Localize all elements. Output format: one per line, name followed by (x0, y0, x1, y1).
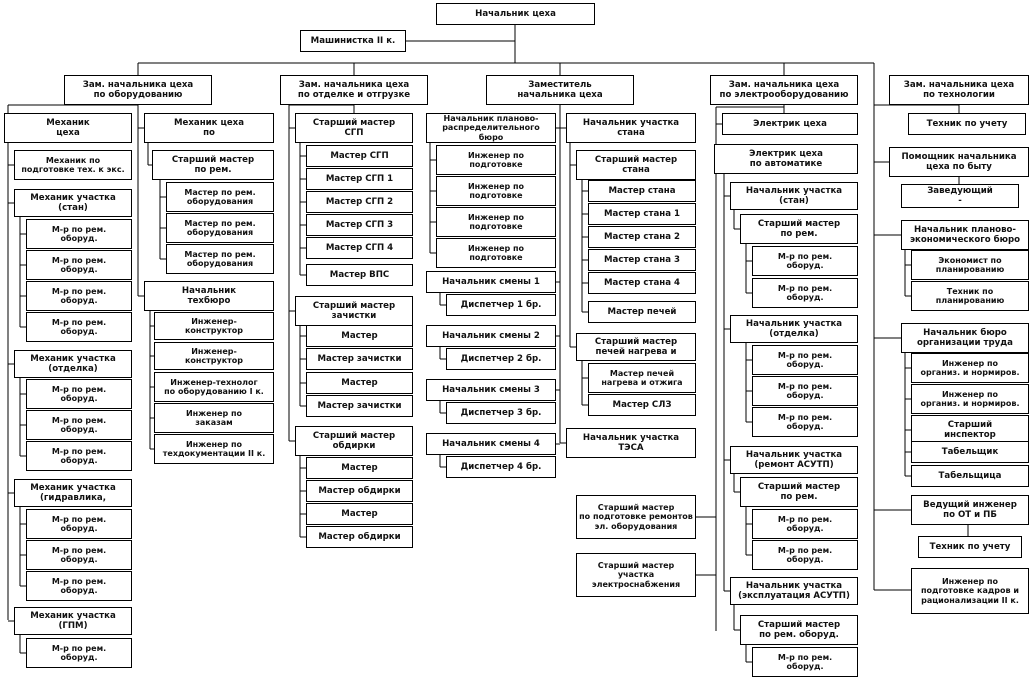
top-box: Начальник цеха (436, 3, 595, 25)
rem-9: М-р по рем. оборуд. (26, 540, 132, 570)
master-slz: Мастер СЛЗ (588, 394, 696, 416)
disp-4: Диспетчер 4 бр. (446, 456, 556, 478)
rem-e3: М-р по рем. оборуд. (752, 345, 858, 375)
electric: Электрик цеха (722, 113, 858, 135)
tesa: Начальник участка ТЭСА (566, 428, 696, 458)
master-mill: Мастер стана (588, 180, 696, 202)
electric-auto: Электрик цеха по автоматике (714, 144, 858, 174)
senior-sgp: Старший мастер СГП (295, 113, 413, 143)
shift-4: Начальник смены 4 (426, 433, 556, 455)
eng-constr-2: Инженер- конструктор (154, 342, 274, 370)
rem-e2: М-р по рем. оборуд. (752, 278, 858, 308)
senior-rem-e2: Старший мастер по рем. (740, 477, 858, 507)
rem-e7: М-р по рем. оборуд. (752, 540, 858, 570)
tech-account: Техник по учету (908, 113, 1026, 135)
labor: Начальник бюро организации труда (901, 323, 1029, 353)
senior-rem-e3: Старший мастер по рем. оборуд. (740, 615, 858, 645)
disp-2: Диспетчер 2 бр. (446, 348, 556, 370)
senior-rem-e1: Старший мастер по рем. (740, 214, 858, 244)
master-sgp: Мастер СГП (306, 145, 413, 167)
mech-hydro: Механик участка (гидравлика, (14, 479, 132, 507)
eng-hr: Инженер по подготовке кадров и рационализации II к. (911, 568, 1029, 614)
master-sgp1: Мастер СГП 1 (306, 168, 413, 190)
rem-6: М-р по рем. оборуд. (26, 410, 132, 440)
master-mill4: Мастер стана 4 (588, 272, 696, 294)
tech-plan: Техник по планированию (911, 281, 1029, 311)
master-furn: Мастер печей (588, 301, 696, 323)
rem-3: М-р по рем. оборуд. (26, 281, 132, 311)
master-obd-1: Мастер обдирки (306, 480, 413, 502)
deputy-equipment: Зам. начальника цеха по оборудованию (64, 75, 212, 105)
master-zach-2: Мастер зачистки (306, 395, 413, 417)
eng-norm-2: Инженер по организ. и нормиров. (911, 384, 1029, 414)
eng-prep-2: Инженер по подготовке (436, 176, 556, 206)
shift-1: Начальник смены 1 (426, 271, 556, 293)
rem-equip-3: Мастер по рем. оборудования (166, 244, 274, 274)
rem-11: М-р по рем. оборуд. (26, 638, 132, 668)
master-sgp2: Мастер СГП 2 (306, 191, 413, 213)
master-furn2: Мастер печей нагрева и отжига (588, 363, 696, 393)
senior-prep-rem: Старший мастер по подготовке ремонтов эл. оборудования (576, 495, 696, 539)
rem-e5: М-р по рем. оборуд. (752, 407, 858, 437)
rem-e4: М-р по рем. оборуд. (752, 376, 858, 406)
senior-mill: Старший мастер стана (576, 150, 696, 180)
head-manager: Заведующий - (901, 184, 1019, 208)
sect-finish: Начальник участка (отделка) (730, 315, 858, 343)
rem-4: М-р по рем. оборуд. (26, 312, 132, 342)
master-3: Мастер (306, 457, 413, 479)
deputy-electro: Зам. начальника цеха по электрооборудованию (710, 75, 858, 105)
master-sgp3: Мастер СГП 3 (306, 214, 413, 236)
rem-1: М-р по рем. оборуд. (26, 219, 132, 249)
eng-constr-1: Инженер- конструктор (154, 312, 274, 340)
tech-account2: Техник по учету (918, 536, 1022, 558)
rem-equip-2: Мастер по рем. оборудования (166, 213, 274, 243)
bureau-head: Начальник техбюро (144, 281, 274, 311)
shift-3: Начальник смены 3 (426, 379, 556, 401)
rem-10: М-р по рем. оборуд. (26, 571, 132, 601)
rem-e1: М-р по рем. оборуд. (752, 246, 858, 276)
rem-2: М-р по рем. оборуд. (26, 250, 132, 280)
senior-rem-col2: Старший мастер по рем. (152, 150, 274, 180)
plan-econ: Начальник планово- экономического бюро (901, 220, 1029, 250)
eng-prep-4: Инженер по подготовке (436, 238, 556, 268)
typist-box: Машинистка II к. (300, 30, 406, 52)
mech-head: Механик цеха по (144, 113, 274, 143)
eng-docs: Инженер по техдокументации II к. (154, 434, 274, 464)
mech-gpm: Механик участка (ГПМ) (14, 607, 132, 635)
master-zach-1: Мастер зачистки (306, 348, 413, 370)
senior-insp: Старший инспектор (911, 415, 1029, 445)
senior-furn: Старший мастер печей нагрева и (576, 333, 696, 361)
sect-exp: Начальник участка (эксплуатация АСУТП) (730, 577, 858, 605)
senior-obd: Старший мастер обдирки (295, 426, 413, 456)
master-mill2: Мастер стана 2 (588, 226, 696, 248)
rem-5: М-р по рем. оборуд. (26, 379, 132, 409)
deputy-shipping: Зам. начальника цеха по отделке и отгрузке (280, 75, 428, 105)
master-mill1: Мастер стана 1 (588, 203, 696, 225)
shift-2: Начальник смены 2 (426, 325, 556, 347)
deputy-tech: Зам. начальника цеха по технологии (889, 75, 1029, 105)
rem-e6: М-р по рем. оборуд. (752, 509, 858, 539)
rem-e8: М-р по рем. оборуд. (752, 647, 858, 677)
mech-prep: Механик по подготовке тех. к экс. (14, 150, 132, 180)
mech-finish: Механик участка (отделка) (14, 350, 132, 378)
eng-prep-1: Инженер по подготовке (436, 145, 556, 175)
deputy-general: Заместитель начальника цеха (486, 75, 634, 105)
sect-mill: Начальник участка (стан) (730, 182, 858, 210)
master-vps: Мастер ВПС (306, 264, 413, 286)
timekeeper2: Табельщица (911, 465, 1029, 487)
eng-prep-3: Инженер по подготовке (436, 207, 556, 237)
senior-zach: Старший мастер зачистки (295, 296, 413, 326)
master-obd-2: Мастер обдирки (306, 526, 413, 548)
master-2: Мастер (306, 372, 413, 394)
master-4: Мастер (306, 503, 413, 525)
disp-1: Диспетчер 1 бр. (446, 294, 556, 316)
master-mill3: Мастер стана 3 (588, 249, 696, 271)
master-sgp4: Мастер СГП 4 (306, 237, 413, 259)
mech-mill: Механик участка (стан) (14, 189, 132, 217)
lead-eng: Ведущий инженер по ОТ и ПБ (911, 495, 1029, 525)
eng-tech: Инженер-технолог по оборудованию I к. (154, 372, 274, 402)
rem-7: М-р по рем. оборуд. (26, 441, 132, 471)
assistant: Помощник начальника цеха по быту (889, 147, 1029, 177)
mill-head: Начальник участка стана (566, 113, 696, 143)
rem-8: М-р по рем. оборуд. (26, 509, 132, 539)
rem-equip-1: Мастер по рем. оборудования (166, 182, 274, 212)
master-1: Мастер (306, 325, 413, 347)
sect-asutp: Начальник участка (ремонт АСУТП) (730, 446, 858, 474)
economist: Экономист по планированию (911, 250, 1029, 280)
timekeeper: Табельщик (911, 441, 1029, 463)
disp-3: Диспетчер 3 бр. (446, 402, 556, 424)
senior-power: Старший мастер участка электроснабжения (576, 553, 696, 597)
plan-bureau: Начальник планово- распределительного бюро (426, 113, 556, 143)
mech-shop: Механик цеха (4, 113, 132, 143)
eng-norm-1: Инженер по организ. и нормиров. (911, 353, 1029, 383)
eng-orders: Инженер по заказам (154, 403, 274, 433)
